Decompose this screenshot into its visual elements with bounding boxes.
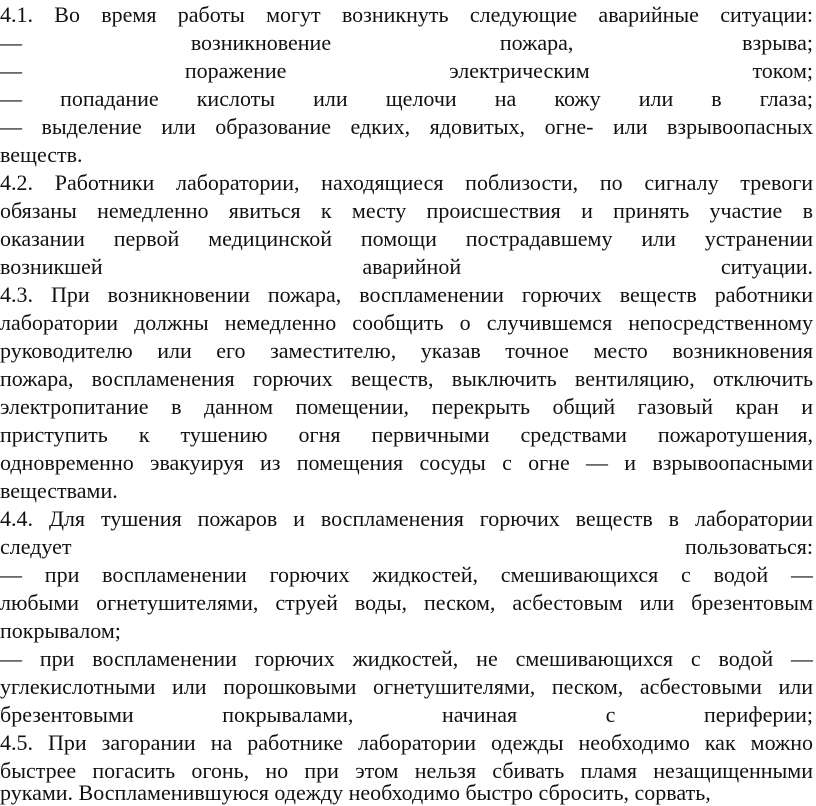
text-line: брезентовыми покрывалами, начиная с периферии; xyxy=(0,702,813,727)
text-line: руководителю или его заместителю, указав точное место возникновения xyxy=(0,338,813,363)
text-line: лаборатории должны немедленно сообщить о случившемся непосредственному xyxy=(0,310,813,335)
text-line: следует пользоваться: xyxy=(0,534,813,559)
text-line: руками. Воспламенившуюся одежду необходимо быстро сбросить, сорвать, xyxy=(0,780,711,805)
text-line: 4.5. При загорании на работнике лаборатории одежды необходимо как можно xyxy=(0,730,813,755)
text-line: 4.2. Работники лаборатории, находящиеся поблизости, по сигналу тревоги xyxy=(0,170,813,195)
text-line: — при воспламенении горючих жидкостей, смешивающихся с водой — xyxy=(0,562,813,587)
text-line: 4.3. При возникновении пожара, воспламенении горючих веществ работники xyxy=(0,282,813,307)
text-line: одновременно эвакуируя из помещения сосуды с огне — и взрывоопасными xyxy=(0,450,813,475)
text-line: электропитание в данном помещении, перекрыть общий газовый кран и xyxy=(0,394,813,419)
text-line: приступить к тушению огня первичными средствами пожаротушения, xyxy=(0,422,813,447)
text-line: 4.4. Для тушения пожаров и воспламенения горючих веществ в лаборатории xyxy=(0,506,813,531)
text-line: оказании первой медицинской помощи пострадавшему или устранении xyxy=(0,226,813,251)
text-line: 4.1. Во время работы могут возникнуть следующие аварийные ситуации: xyxy=(0,2,813,27)
text-line: углекислотными или порошковыми огнетушителями, песком, асбестовыми или xyxy=(0,674,813,699)
text-line: — при воспламенении горючих жидкостей, не смешивающихся с водой — xyxy=(0,646,813,671)
text-line: — возникновение пожара, взрыва; xyxy=(0,30,813,55)
text-line: — попадание кислоты или щелочи на кожу или в глаза; xyxy=(0,86,813,111)
text-line: веществ. xyxy=(0,142,83,167)
text-line: — выделение или образование едких, ядовитых, огне- или взрывоопасных xyxy=(0,114,813,139)
text-line: пожара, воспламенения горючих веществ, выключить вентиляцию, отключить xyxy=(0,366,813,391)
text-line: возникшей аварийной ситуации. xyxy=(0,254,813,279)
text-line: обязаны немедленно явиться к месту происшествия и принять участие в xyxy=(0,198,813,223)
text-line: быстрее погасить огонь, но при этом нельзя сбивать пламя незащищенными xyxy=(0,758,813,783)
text-line: любыми огнетушителями, струей воды, песком, асбестовым или брезентовым xyxy=(0,590,813,615)
text-line: веществами. xyxy=(0,478,118,503)
text-line: — поражение электрическим током; xyxy=(0,58,813,83)
text-line: покрывалом; xyxy=(0,618,121,643)
